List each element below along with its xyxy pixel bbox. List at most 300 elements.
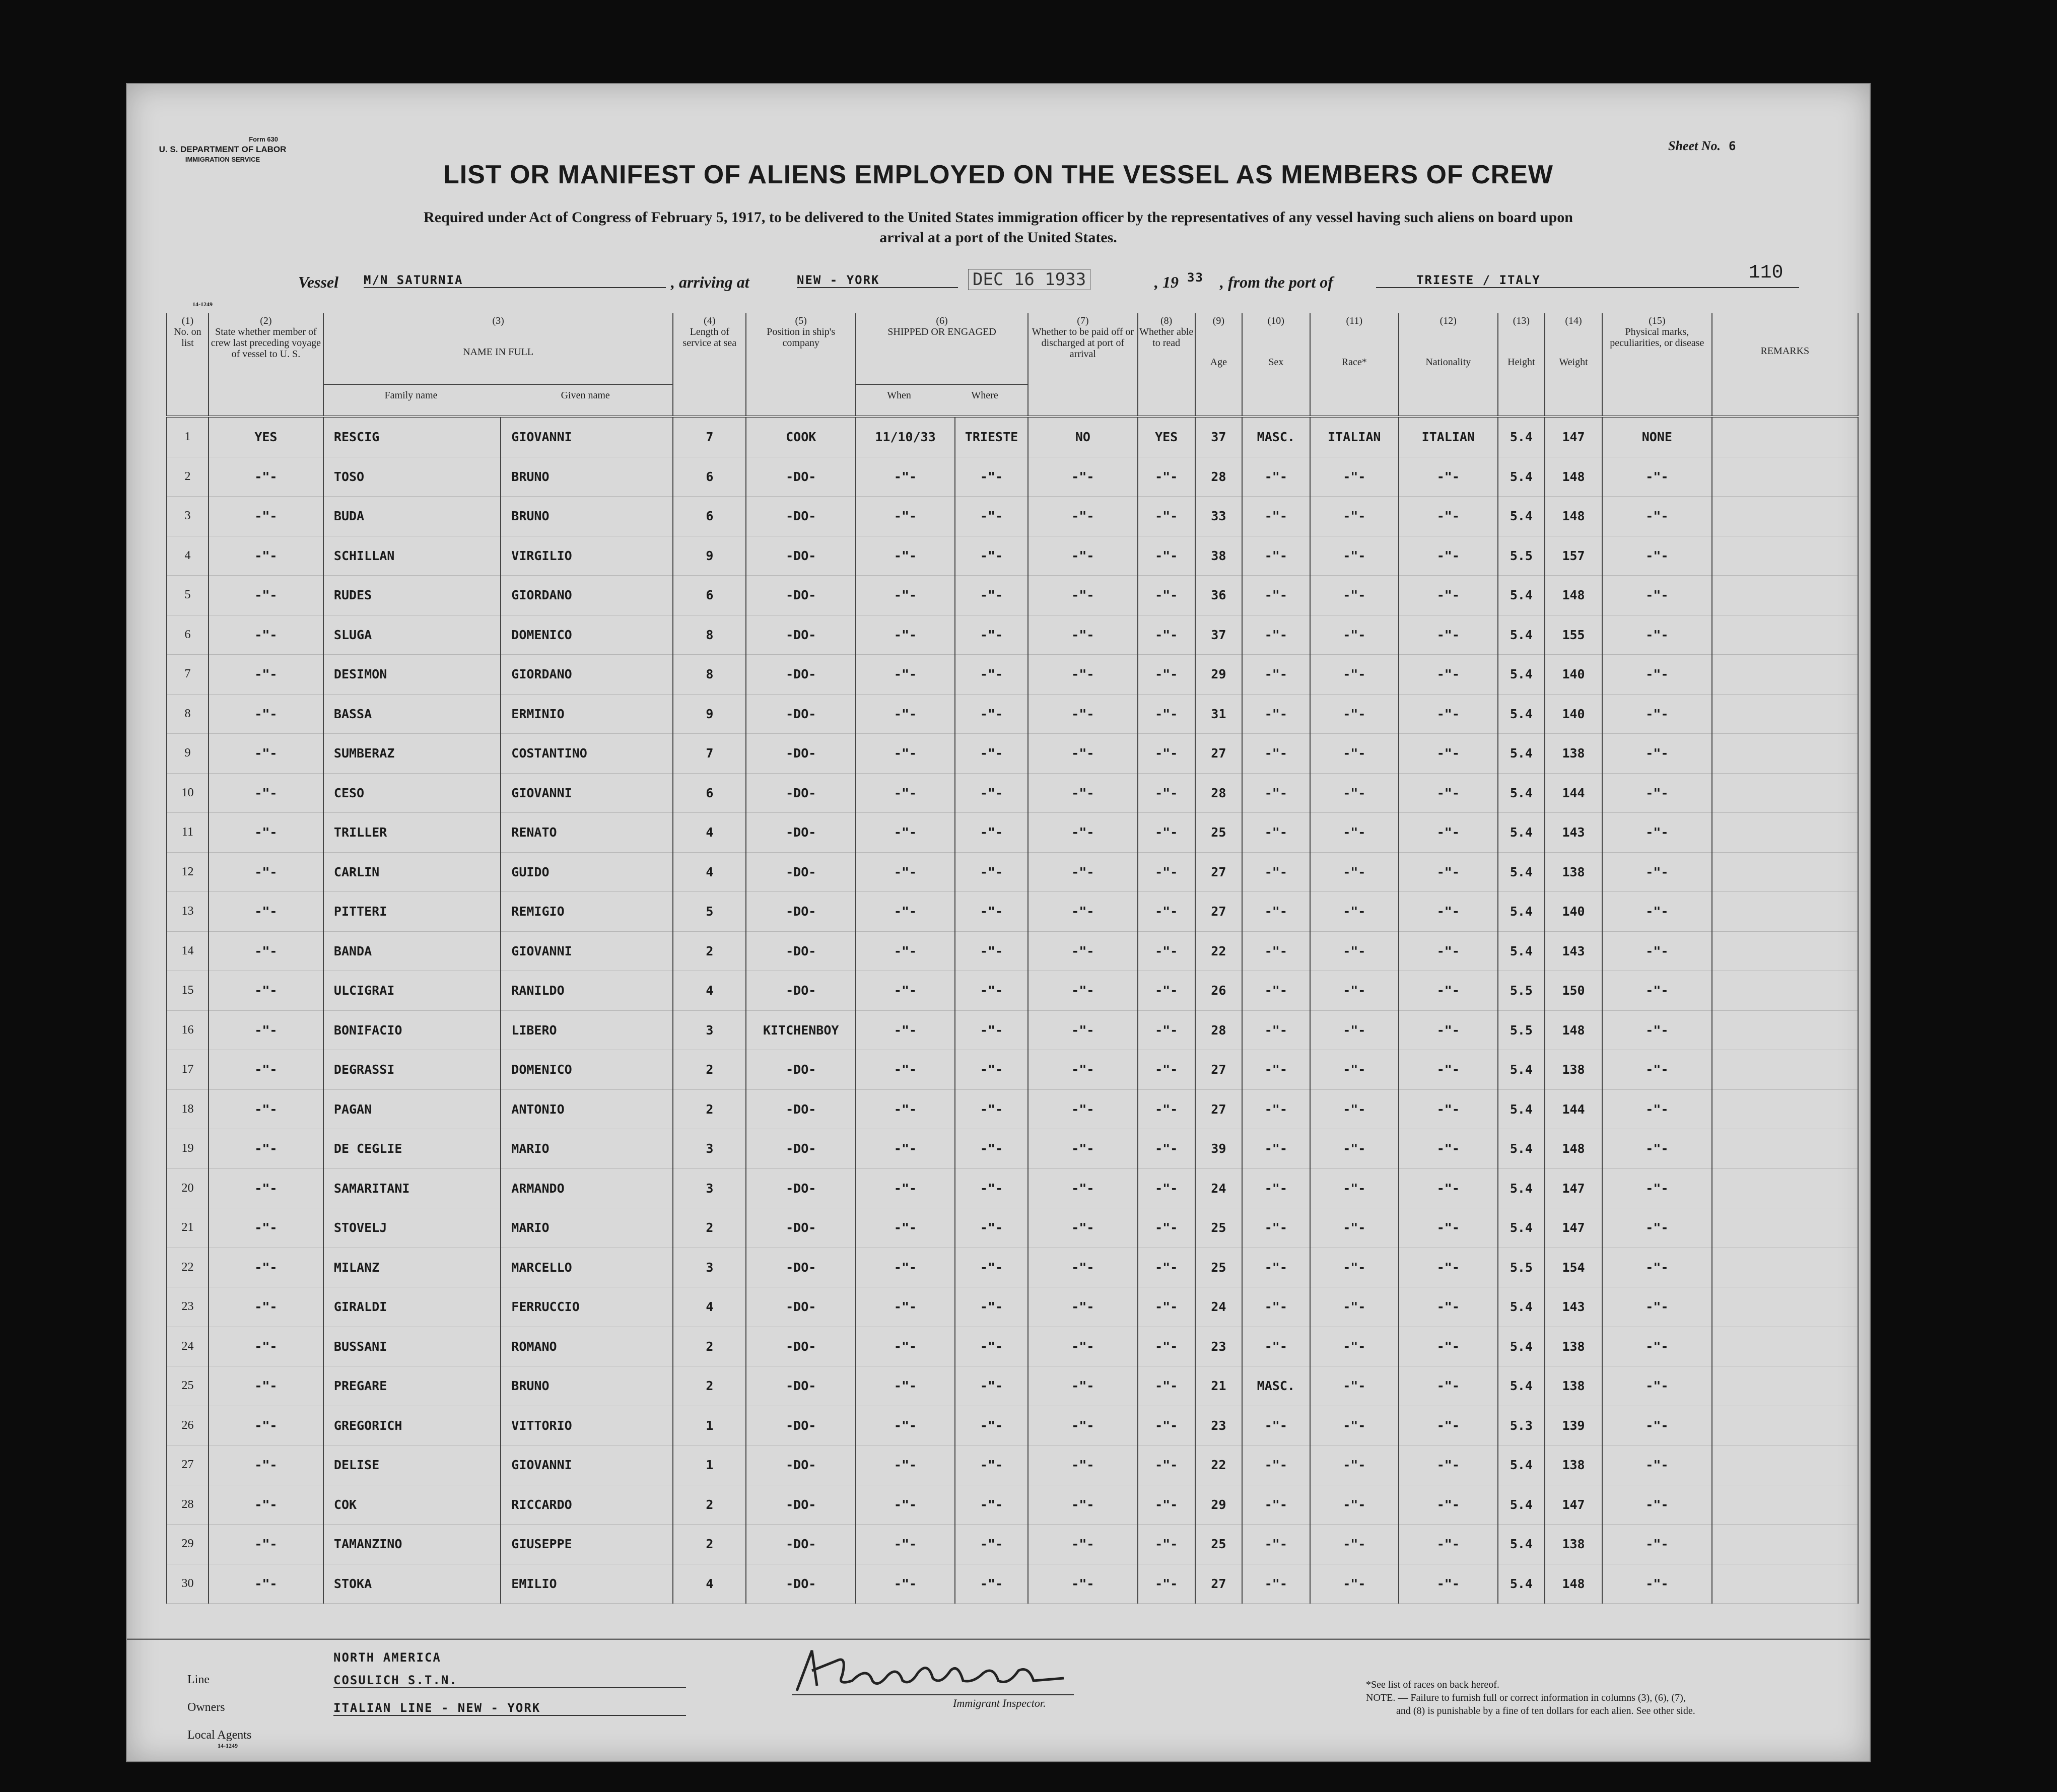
cell-weight: 139 [1545,1406,1602,1445]
cell-read: -"- [1138,931,1195,971]
cell-sex: -"- [1242,655,1310,695]
table-row [167,1129,1858,1169]
cell-height: 5.4 [1498,457,1545,497]
cell-service: 3 [673,1248,746,1287]
cell-prev: -"- [209,1129,323,1169]
cell-weight: 138 [1545,1525,1602,1564]
cell-paid: -"- [1028,1010,1138,1050]
cell-read: -"- [1138,1168,1195,1208]
col-header-6: (6) SHIPPED OR ENGAGED When Where [856,313,1028,417]
cell-nationality: -"- [1399,773,1498,813]
cell-weight: 148 [1545,1564,1602,1604]
manifest-body [167,417,1858,1604]
cell-read: -"- [1138,734,1195,774]
cell-no: 30 [167,1564,209,1604]
cell-read: -"- [1138,1445,1195,1485]
table-row [167,694,1858,734]
cell-race: -"- [1310,1406,1399,1445]
cell-family: SCHILLAN [323,536,501,576]
cell-service: 3 [673,1010,746,1050]
col-header-11: (11) Race* [1310,313,1399,417]
table-row [167,1050,1858,1090]
cell-height: 5.4 [1498,417,1545,457]
cell-race: -"- [1310,931,1399,971]
cell-weight: 147 [1545,417,1602,457]
table-row [167,931,1858,971]
cell-no: 24 [167,1327,209,1366]
cell-remarks [1712,1445,1858,1485]
col-header-4: (4) Length of service at sea [673,313,746,417]
cell-when: -"- [856,457,955,497]
subtitle-line-1: Required under Act of Congress of February 5, 1917, to be delivered to the United States immigration officer by the representatives of any vessel having such aliens on board upon [424,209,1573,226]
cell-service: 8 [673,655,746,695]
cell-when: -"- [856,1168,955,1208]
cell-race: -"- [1310,1089,1399,1129]
cell-position: -DO- [746,734,856,774]
cell-race: -"- [1310,1525,1399,1564]
cell-weight: 143 [1545,931,1602,971]
cell-service: 7 [673,734,746,774]
cell-family: RUDES [323,576,501,615]
cell-sex: -"- [1242,1525,1310,1564]
col-header-14: (14) Weight [1545,313,1602,417]
cell-remarks [1712,892,1858,932]
cell-family: GIRALDI [323,1287,501,1327]
cell-given: BRUNO [501,497,673,536]
cell-height: 5.4 [1498,655,1545,695]
col-header-12: (12) Nationality [1399,313,1498,417]
table-row [167,1445,1858,1485]
cell-height: 5.4 [1498,615,1545,655]
sheet-value: 6 [1729,139,1737,153]
cell-where: -"- [955,1208,1028,1248]
manifest-page [126,83,1871,1762]
cell-paid: -"- [1028,457,1138,497]
cell-when: -"- [856,1248,955,1287]
cell-sex: -"- [1242,1287,1310,1327]
cell-read: -"- [1138,1208,1195,1248]
cell-remarks [1712,457,1858,497]
cell-marks: -"- [1602,1010,1712,1050]
cell-given: FERRUCCIO [501,1287,673,1327]
cell-where: -"- [955,734,1028,774]
cell-read: -"- [1138,1129,1195,1169]
arriving-port: NEW - YORK [797,273,958,288]
cell-weight: 148 [1545,1129,1602,1169]
cell-remarks [1712,931,1858,971]
table-row [167,655,1858,695]
cell-height: 5.4 [1498,734,1545,774]
cell-paid: -"- [1028,1564,1138,1604]
cell-when: -"- [856,1129,955,1169]
cell-given: BRUNO [501,457,673,497]
cell-sex: -"- [1242,971,1310,1011]
cell-paid: -"- [1028,1327,1138,1366]
cell-no: 16 [167,1010,209,1050]
cell-marks: -"- [1602,773,1712,813]
cell-race: ITALIAN [1310,417,1399,457]
cell-given: ANTONIO [501,1089,673,1129]
cell-position: -DO- [746,1445,856,1485]
col-header-5: (5) Position in ship's company [746,313,856,417]
cell-read: -"- [1138,852,1195,892]
cell-race: -"- [1310,813,1399,853]
cell-position: -DO- [746,1366,856,1406]
table-row [167,1327,1858,1366]
cell-service: 2 [673,1485,746,1525]
cell-sex: -"- [1242,1129,1310,1169]
cell-age: 25 [1195,1525,1242,1564]
cell-where: -"- [955,852,1028,892]
owners-label: Owners [187,1701,225,1714]
page-title: LIST OR MANIFEST OF ALIENS EMPLOYED ON THE VESSEL AS MEMBERS OF CREW [443,160,1553,189]
cell-when: -"- [856,773,955,813]
cell-nationality: -"- [1399,931,1498,971]
cell-race: -"- [1310,457,1399,497]
cell-height: 5.4 [1498,1089,1545,1129]
table-row [167,457,1858,497]
cell-family: CESO [323,773,501,813]
cell-nationality: -"- [1399,971,1498,1011]
cell-position: -DO- [746,1485,856,1525]
cell-service: 2 [673,931,746,971]
cell-height: 5.4 [1498,1168,1545,1208]
cell-sex: -"- [1242,852,1310,892]
cell-race: -"- [1310,1050,1399,1090]
cell-service: 2 [673,1050,746,1090]
cell-race: -"- [1310,536,1399,576]
cell-no: 27 [167,1445,209,1485]
cell-nationality: -"- [1399,457,1498,497]
cell-nationality: -"- [1399,1287,1498,1327]
cell-read: -"- [1138,694,1195,734]
cell-marks: -"- [1602,734,1712,774]
cell-marks: -"- [1602,892,1712,932]
cell-given: MARIO [501,1129,673,1169]
col-header-15: (15) Physical marks, peculiarities, or disease [1602,313,1712,417]
cell-where: TRIESTE [955,417,1028,457]
cell-family: PREGARE [323,1366,501,1406]
table-row [167,1010,1858,1050]
cell-given: GIORDANO [501,576,673,615]
cell-marks: -"- [1602,1129,1712,1169]
table-row [167,417,1858,457]
cell-paid: -"- [1028,1485,1138,1525]
cell-service: 2 [673,1089,746,1129]
cell-read: -"- [1138,773,1195,813]
cell-paid: -"- [1028,655,1138,695]
cell-given: RANILDO [501,971,673,1011]
cell-paid: -"- [1028,1248,1138,1287]
cell-nationality: -"- [1399,852,1498,892]
cell-read: -"- [1138,892,1195,932]
cell-where: -"- [955,813,1028,853]
table-row [167,497,1858,536]
cell-remarks [1712,1129,1858,1169]
cell-prev: -"- [209,773,323,813]
cell-age: 28 [1195,773,1242,813]
cell-paid: -"- [1028,1406,1138,1445]
page-number: 110 [1749,262,1784,284]
crew-manifest-table [166,313,1859,1604]
cell-height: 5.4 [1498,1327,1545,1366]
cell-when: -"- [856,1327,955,1366]
table-row [167,1089,1858,1129]
cell-prev: -"- [209,931,323,971]
cell-remarks [1712,1327,1858,1366]
cell-remarks [1712,852,1858,892]
cell-nationality: -"- [1399,536,1498,576]
cell-where: -"- [955,892,1028,932]
cell-given: DOMENICO [501,1050,673,1090]
cell-no: 29 [167,1525,209,1564]
cell-age: 25 [1195,1248,1242,1287]
cell-race: -"- [1310,892,1399,932]
cell-remarks [1712,615,1858,655]
cell-weight: 148 [1545,497,1602,536]
cell-service: 2 [673,1366,746,1406]
cell-height: 5.5 [1498,971,1545,1011]
cell-age: 27 [1195,892,1242,932]
cell-paid: -"- [1028,1089,1138,1129]
cell-given: LIBERO [501,1010,673,1050]
cell-age: 24 [1195,1168,1242,1208]
cell-position: KITCHENBOY [746,1010,856,1050]
table-row [167,536,1858,576]
cell-prev: -"- [209,655,323,695]
cell-prev: -"- [209,1050,323,1090]
cell-no: 6 [167,615,209,655]
cell-family: COK [323,1485,501,1525]
cell-read: -"- [1138,1327,1195,1366]
cell-position: -DO- [746,1050,856,1090]
cell-prev: -"- [209,892,323,932]
cell-when: -"- [856,1208,955,1248]
cell-when: -"- [856,1089,955,1129]
cell-service: 2 [673,1208,746,1248]
cell-given: GUIDO [501,852,673,892]
cell-sex: -"- [1242,813,1310,853]
cell-weight: 143 [1545,1287,1602,1327]
cell-prev: -"- [209,1248,323,1287]
col-header-remarks: REMARKS [1712,313,1858,417]
service-name: IMMIGRATION SERVICE [185,156,260,163]
cell-service: 5 [673,892,746,932]
cell-race: -"- [1310,1010,1399,1050]
cell-position: -DO- [746,1168,856,1208]
table-row [167,576,1858,615]
cell-given: GIOVANNI [501,773,673,813]
cell-paid: -"- [1028,1445,1138,1485]
cell-when: -"- [856,1445,955,1485]
cell-read: -"- [1138,536,1195,576]
cell-paid: -"- [1028,576,1138,615]
cell-sex: -"- [1242,457,1310,497]
cell-no: 10 [167,773,209,813]
col-header-8: (8) Whether able to read [1138,313,1195,417]
cell-position: -DO- [746,457,856,497]
cell-no: 17 [167,1050,209,1090]
cell-height: 5.4 [1498,1366,1545,1406]
cell-position: -DO- [746,1525,856,1564]
cell-marks: -"- [1602,1089,1712,1129]
cell-race: -"- [1310,773,1399,813]
cell-age: 37 [1195,417,1242,457]
cell-nationality: -"- [1399,1208,1498,1248]
cell-where: -"- [955,1010,1028,1050]
cell-height: 5.5 [1498,536,1545,576]
cell-when: -"- [856,1287,955,1327]
cell-when: -"- [856,813,955,853]
year-value: 33 [1187,270,1204,285]
col-header-7: (7) Whether to be paid off or discharged at port of arrival [1028,313,1138,417]
cell-prev: YES [209,417,323,457]
cell-prev: -"- [209,852,323,892]
date-stamp: DEC 16 1933 [968,269,1090,290]
cell-paid: -"- [1028,892,1138,932]
cell-weight: 148 [1545,576,1602,615]
cell-position: -DO- [746,615,856,655]
cell-read: -"- [1138,1366,1195,1406]
cell-weight: 147 [1545,1208,1602,1248]
cell-weight: 155 [1545,615,1602,655]
cell-height: 5.4 [1498,576,1545,615]
table-row [167,615,1858,655]
cell-nationality: -"- [1399,1485,1498,1525]
cell-marks: -"- [1602,1248,1712,1287]
cell-weight: 138 [1545,1327,1602,1366]
cell-where: -"- [955,655,1028,695]
cell-sex: MASC. [1242,1366,1310,1406]
cell-given: MARIO [501,1208,673,1248]
cell-no: 4 [167,536,209,576]
line-value-2: COSULICH S.T.N. [333,1673,686,1688]
from-port: TRIESTE / ITALY [1376,273,1799,288]
cell-no: 20 [167,1168,209,1208]
cell-marks: -"- [1602,1445,1712,1485]
cell-marks: -"- [1602,1406,1712,1445]
table-row [167,1564,1858,1604]
cell-height: 5.4 [1498,1129,1545,1169]
cell-marks: -"- [1602,536,1712,576]
sheet-number [1668,139,1737,154]
cell-nationality: -"- [1399,1168,1498,1208]
cell-service: 4 [673,971,746,1011]
cell-position: -DO- [746,1406,856,1445]
cell-position: COOK [746,417,856,457]
cell-remarks [1712,536,1858,576]
cell-family: BUDA [323,497,501,536]
cell-when: -"- [856,1050,955,1090]
cell-age: 37 [1195,615,1242,655]
cell-age: 22 [1195,931,1242,971]
cell-no: 15 [167,971,209,1011]
cell-nationality: -"- [1399,734,1498,774]
cell-nationality: -"- [1399,1050,1498,1090]
cell-family: TRILLER [323,813,501,853]
cell-race: -"- [1310,1564,1399,1604]
cell-age: 27 [1195,1089,1242,1129]
cell-where: -"- [955,1406,1028,1445]
cell-remarks [1712,1089,1858,1129]
cell-sex: -"- [1242,1564,1310,1604]
note-races: *See list of races on back hereof. [1366,1679,1499,1690]
cell-where: -"- [955,1327,1028,1366]
cell-family: DESIMON [323,655,501,695]
cell-age: 21 [1195,1366,1242,1406]
cell-given: EMILIO [501,1564,673,1604]
cell-marks: -"- [1602,852,1712,892]
cell-family: STOVELJ [323,1208,501,1248]
cell-sex: -"- [1242,1485,1310,1525]
cell-position: -DO- [746,1564,856,1604]
cell-weight: 147 [1545,1168,1602,1208]
cell-when: -"- [856,576,955,615]
cell-sex: -"- [1242,1248,1310,1287]
cell-remarks [1712,417,1858,457]
cell-height: 5.4 [1498,1445,1545,1485]
cell-read: -"- [1138,1485,1195,1525]
cell-given: GIORDANO [501,655,673,695]
cell-marks: -"- [1602,655,1712,695]
cell-marks: -"- [1602,813,1712,853]
cell-weight: 148 [1545,457,1602,497]
cell-read: -"- [1138,1010,1195,1050]
cell-age: 25 [1195,813,1242,853]
cell-marks: -"- [1602,694,1712,734]
cell-height: 5.4 [1498,1485,1545,1525]
cell-where: -"- [955,1050,1028,1090]
cell-service: 8 [673,615,746,655]
vessel-label: Vessel [298,273,338,291]
cell-when: -"- [856,655,955,695]
cell-where: -"- [955,1248,1028,1287]
cell-prev: -"- [209,1366,323,1406]
cell-marks: -"- [1602,615,1712,655]
cell-age: 24 [1195,1287,1242,1327]
cell-prev: -"- [209,1010,323,1050]
table-row [167,773,1858,813]
cell-service: 6 [673,576,746,615]
cell-prev: -"- [209,1485,323,1525]
col-header-10: (10) Sex [1242,313,1310,417]
cell-remarks [1712,576,1858,615]
cell-when: 11/10/33 [856,417,955,457]
cell-remarks [1712,1406,1858,1445]
cell-remarks [1712,813,1858,853]
cell-service: 2 [673,1327,746,1366]
col-header-9: (9) Age [1195,313,1242,417]
form-number: Form 630 [249,135,278,143]
cell-when: -"- [856,971,955,1011]
cell-position: -DO- [746,813,856,853]
cell-position: -DO- [746,852,856,892]
table-row [167,813,1858,853]
cell-family: GREGORICH [323,1406,501,1445]
cell-read: -"- [1138,457,1195,497]
cell-age: 39 [1195,1129,1242,1169]
cell-where: -"- [955,931,1028,971]
cell-marks: -"- [1602,1287,1712,1327]
cell-service: 6 [673,773,746,813]
cell-where: -"- [955,1287,1028,1327]
cell-sex: -"- [1242,1168,1310,1208]
cell-sex: -"- [1242,536,1310,576]
cell-marks: -"- [1602,971,1712,1011]
cell-nationality: -"- [1399,576,1498,615]
cell-weight: 144 [1545,1089,1602,1129]
cell-where: -"- [955,457,1028,497]
